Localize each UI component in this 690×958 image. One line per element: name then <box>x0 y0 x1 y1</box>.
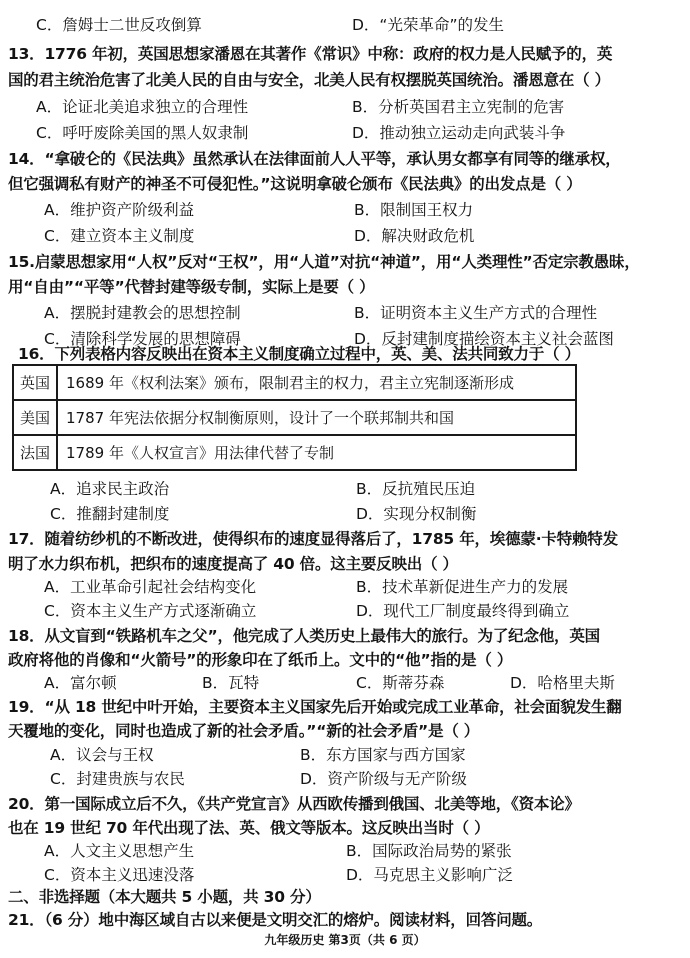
q16-stem: 16．下列表格内容反映出在资本主义制度确立过程中，英、美、法共同致力于（ ） <box>18 345 580 363</box>
q19-option-d: D．资产阶级与无产阶级 <box>300 770 467 788</box>
q13-stem-line2: 国的君主统治危害了北美人民的自由与安全，北美人民有权摆脱英国统治。潘恩意在（ ） <box>8 71 610 89</box>
q17-stem-line2: 明了水力织布机，把织布的速度提高了 40 倍。这主要反映出（ ） <box>8 555 458 573</box>
section-heading: 二、非选择题（本大题共 5 小题，共 30 分） <box>8 888 321 906</box>
table-row <box>13 400 576 435</box>
q12-option-c: C．詹姆士二世反攻倒算 <box>36 16 202 34</box>
q12-option-d: D．“光荣革命”的发生 <box>352 16 504 34</box>
q13-option-a: A．论证北美追求独立的合理性 <box>36 98 249 116</box>
q16-option-c: C．推翻封建制度 <box>50 505 170 523</box>
q15-option-b: B．证明资本主义生产方式的合理性 <box>354 304 598 322</box>
q17-stem-line1: 17．随着纺纱机的不断改进，使得织布的速度显得落后了，1785 年，埃德蒙·卡特赖特发 <box>8 530 618 548</box>
q18-option-d: D．哈格里夫斯 <box>510 674 615 692</box>
q13-stem-line1: 13．1776 年初，英国思想家潘恩在其著作《常识》中称：政府的权力是人民赋予的，英 <box>8 45 613 63</box>
q20-stem-line2: 也在 19 世纪 70 年代出现了法、英、俄文等版本。这反映出当时（ ） <box>8 819 490 837</box>
q17-option-c: C．资本主义生产方式逐渐确立 <box>44 602 257 620</box>
q19-stem-line2: 天覆地的变化，同时也造成了新的社会矛盾。”“新的社会矛盾”是（ ） <box>8 722 480 740</box>
q15-stem-line1: 15.启蒙思想家用“人权”反对“王权”，用“人道”对抗“神道”，用“人类理性”否定宗教愚昧， <box>8 253 640 271</box>
page-footer: 九年级历史 第3页（共 6 页） <box>264 933 426 947</box>
q18-option-a: A．富尔顿 <box>44 674 117 692</box>
table-cell-event: 1787 年宪法依据分权制衡原则，设计了一个联邦制共和国 <box>57 400 576 435</box>
q16-table <box>12 364 577 471</box>
q14-option-c: C．建立资本主义制度 <box>44 227 195 245</box>
q14-option-d: D．解决财政危机 <box>354 227 475 245</box>
q14-stem-line2: 但它强调私有财产的神圣不可侵犯性。”这说明拿破仑颁布《民法典》的出发点是（ ） <box>8 175 582 193</box>
q14-option-a: A．维护资产阶级利益 <box>44 201 195 219</box>
q14-option-b: B．限制国王权力 <box>354 201 474 219</box>
q15-option-c: C．清除科学发展的思想障碍 <box>44 330 241 348</box>
q15-option-d: D．反封建制度描绘资本主义社会蓝图 <box>354 330 614 348</box>
q21-stem: 21．（6 分）地中海区域自古以来便是文明交汇的熔炉。阅读材料，回答问题。 <box>8 911 543 929</box>
q17-option-d: D．现代工厂制度最终得到确立 <box>356 602 570 620</box>
q13-option-b: B．分析英国君主立宪制的危害 <box>352 98 565 116</box>
table-row <box>13 435 576 470</box>
q18-option-b: B．瓦特 <box>202 674 260 692</box>
q18-stem-line2: 政府将他的肖像和“火箭号”的形象印在了纸币上。文中的“他”指的是（ ） <box>8 651 513 669</box>
q13-option-d: D．推动独立运动走向武装斗争 <box>352 124 566 142</box>
table-cell-country: 法国 <box>13 435 57 470</box>
q19-option-c: C．封建贵族与农民 <box>50 770 185 788</box>
q18-stem-line1: 18．从文盲到“铁路机车之父”，他完成了人类历史上最伟大的旅行。为了纪念他，英国 <box>8 627 600 645</box>
q17-option-b: B．技术革新促进生产力的发展 <box>356 578 569 596</box>
table-cell-country: 美国 <box>13 400 57 435</box>
q16-option-a: A．追求民主政治 <box>50 480 170 498</box>
table-cell-country: 英国 <box>13 365 57 400</box>
q18-option-c: C．斯蒂芬森 <box>356 674 445 692</box>
q19-stem-line1: 19．“从 18 世纪中叶开始，主要资本主义国家先后开始或完成工业革命，社会面貌发生翻 <box>8 698 622 716</box>
table-row <box>13 365 576 400</box>
table-cell-event: 1689 年《权利法案》颁布，限制君主的权力，君主立宪制逐渐形成 <box>57 365 576 400</box>
q17-option-a: A．工业革命引起社会结构变化 <box>44 578 257 596</box>
q19-option-b: B．东方国家与西方国家 <box>300 746 466 764</box>
q20-stem-line1: 20．第一国际成立后不久，《共产党宣言》从西欧传播到俄国、北美等地，《资本论》 <box>8 795 580 813</box>
table-cell-event: 1789 年《人权宣言》用法律代替了专制 <box>57 435 576 470</box>
q14-stem-line1: 14．“拿破仑的《民法典》虽然承认在法律面前人人平等，承认男女都享有同等的继承权， <box>8 150 621 168</box>
q16-option-d: D．实现分权制衡 <box>356 505 477 523</box>
q20-option-a: A．人文主义思想产生 <box>44 842 195 860</box>
q19-option-a: A．议会与王权 <box>50 746 154 764</box>
q20-option-d: D．马克思主义影响广泛 <box>346 866 513 884</box>
q20-option-c: C．资本主义迅速没落 <box>44 866 195 884</box>
q15-option-a: A．摆脱封建教会的思想控制 <box>44 304 241 322</box>
q15-stem-line2: 用“自由”“平等”代替封建等级专制，实际上是要（ ） <box>8 278 375 296</box>
q16-option-b: B．反抗殖民压迫 <box>356 480 476 498</box>
q13-option-c: C．呼吁废除美国的黑人奴隶制 <box>36 124 249 142</box>
q20-option-b: B．国际政治局势的紧张 <box>346 842 512 860</box>
